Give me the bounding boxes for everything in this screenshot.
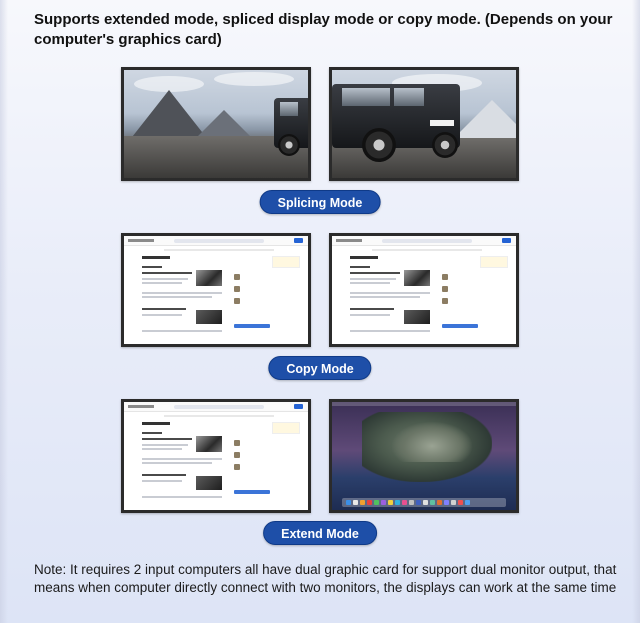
monitor-right-splice <box>329 67 519 181</box>
monitor-left-copy <box>121 233 311 347</box>
dock <box>342 498 506 507</box>
suv-landscape-image <box>332 70 516 178</box>
news-webpage-screenshot-copy <box>332 236 516 344</box>
macos-desktop-wallpaper <box>332 402 516 510</box>
monitor-left-extend <box>121 399 311 513</box>
splicing-mode-monitors <box>121 67 521 181</box>
copy-mode-monitors <box>121 233 521 347</box>
mountain-landscape-image <box>124 70 308 178</box>
splicing-mode-label: Splicing Mode <box>260 190 381 214</box>
requirement-note: Note: It requires 2 input computers all have dual graphic card for support dual monitor output, that means when computer directly connect with two monitors, the displays can work at the same time <box>34 562 617 595</box>
left-edge-shade <box>0 0 8 623</box>
right-edge-shade <box>632 0 640 623</box>
copy-mode-label: Copy Mode <box>268 356 371 380</box>
news-webpage-screenshot <box>124 236 308 344</box>
monitor-right-copy <box>329 233 519 347</box>
menu-bar <box>332 402 516 406</box>
news-webpage-screenshot-extend <box>124 402 308 510</box>
extend-mode-monitors <box>121 399 521 513</box>
monitor-right-extend <box>329 399 519 513</box>
extend-mode-label: Extend Mode <box>263 521 377 545</box>
headline: Supports extended mode, spliced display mode or copy mode. (Depends on your computer's graphics card) <box>34 11 613 48</box>
monitor-left-splice <box>121 67 311 181</box>
